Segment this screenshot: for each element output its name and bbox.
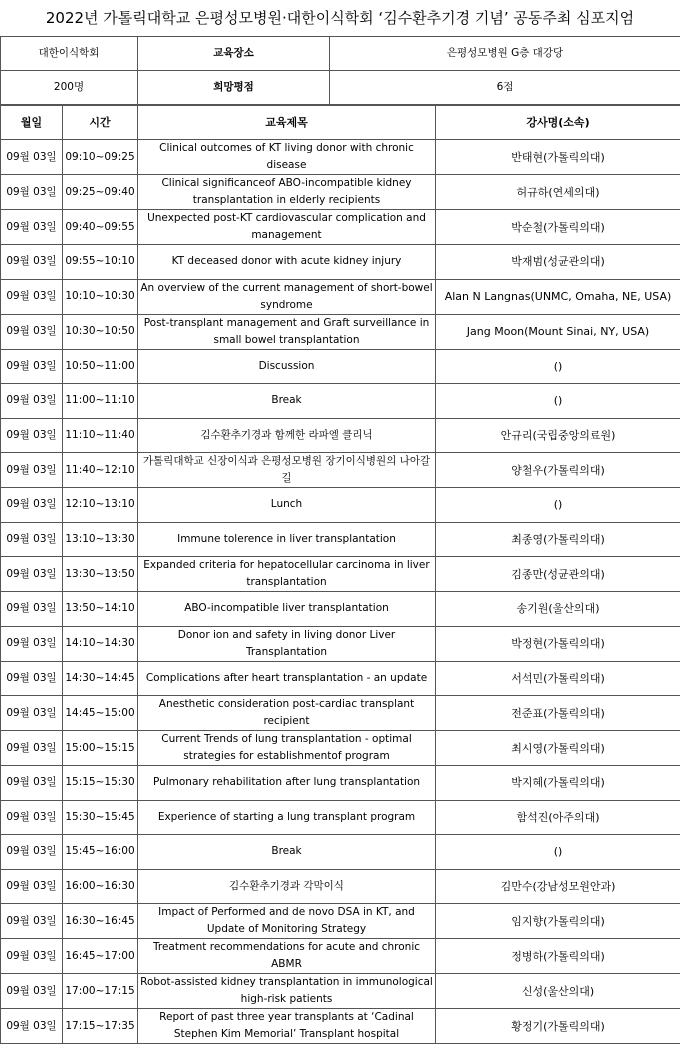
row-time: 09:40~09:55: [63, 210, 138, 245]
organizer-value: 대한이식학회: [1, 37, 138, 71]
row-time: 10:30~10:50: [63, 314, 138, 349]
row-date: 09월 03일: [1, 453, 63, 488]
row-time: 12:10~13:10: [63, 488, 138, 523]
row-date: 09월 03일: [1, 522, 63, 557]
row-date: 09월 03일: [1, 939, 63, 974]
header-speaker: 강사명(소속): [436, 106, 680, 140]
row-time: 17:00~17:15: [63, 974, 138, 1009]
table-row: [1, 349, 680, 384]
row-date: 09월 03일: [1, 279, 63, 314]
row-time: 11:00~11:10: [63, 384, 138, 419]
row-date: 09월 03일: [1, 869, 63, 904]
table-row: [1, 626, 680, 661]
table-row: [1, 1009, 680, 1044]
row-time: 14:45~15:00: [63, 696, 138, 731]
table-row: [1, 384, 680, 419]
row-date: 09월 03일: [1, 488, 63, 523]
table-row: [1, 904, 680, 939]
row-time: 13:10~13:30: [63, 522, 138, 557]
row-topic: An overview of the current management of short-bowel syndrome: [138, 279, 436, 314]
row-topic: Robot-assisted kidney transplantation in immunological high-risk patients: [138, 974, 436, 1009]
row-time: 15:45~16:00: [63, 835, 138, 870]
row-time: 15:30~15:45: [63, 800, 138, 835]
row-date: 09월 03일: [1, 661, 63, 696]
row-topic: ABO-incompatible liver transplantation: [138, 592, 436, 627]
row-speaker: 김종만(성균관의대): [436, 557, 680, 592]
row-date: 09월 03일: [1, 210, 63, 245]
row-topic: Lunch: [138, 488, 436, 523]
row-speaker: (): [436, 835, 680, 870]
row-topic: 김수환추기경과 함께한 라파엘 클리닉: [138, 418, 436, 453]
table-row: [1, 453, 680, 488]
row-topic: Discussion: [138, 349, 436, 384]
row-speaker: 김만수(강남성모원안과): [436, 869, 680, 904]
row-speaker: 양철우(가톨릭의대): [436, 453, 680, 488]
row-speaker: Jang Moon(Mount Sinai, NY, USA): [436, 314, 680, 349]
row-date: 09월 03일: [1, 140, 63, 175]
row-time: 11:10~11:40: [63, 418, 138, 453]
row-time: 14:10~14:30: [63, 626, 138, 661]
table-row: [1, 175, 680, 210]
attendee-count: 200명: [1, 71, 138, 105]
row-date: 09월 03일: [1, 800, 63, 835]
row-date: 09월 03일: [1, 904, 63, 939]
row-time: 16:30~16:45: [63, 904, 138, 939]
row-date: 09월 03일: [1, 835, 63, 870]
table-row: [1, 661, 680, 696]
row-topic: Current Trends of lung transplantation - optimal strategies for establishmentof program: [138, 731, 436, 766]
row-speaker: 전준표(가톨릭의대): [436, 696, 680, 731]
place-value: 은평성모병원 G층 대강당: [330, 37, 680, 71]
row-topic: Break: [138, 835, 436, 870]
table-row: [1, 522, 680, 557]
row-speaker: Alan N Langnas(UNMC, Omaha, NE, USA): [436, 279, 680, 314]
row-time: 15:00~15:15: [63, 731, 138, 766]
row-speaker: 박순철(가톨릭의대): [436, 210, 680, 245]
row-topic: Clinical outcomes of KT living donor with chronic disease: [138, 140, 436, 175]
table-row: [1, 835, 680, 870]
row-date: 09월 03일: [1, 314, 63, 349]
table-row: [1, 731, 680, 766]
table-row: [1, 245, 680, 280]
row-speaker: 박지혜(가톨릭의대): [436, 766, 680, 801]
row-speaker: 임지향(가톨릭의대): [436, 904, 680, 939]
header-date: 월일: [1, 106, 63, 140]
row-date: 09월 03일: [1, 766, 63, 801]
info-row-score: [1, 71, 680, 105]
row-time: 17:15~17:35: [63, 1009, 138, 1044]
schedule-header-row: [1, 106, 680, 140]
row-date: 09월 03일: [1, 384, 63, 419]
table-row: [1, 279, 680, 314]
info-row-place: [1, 37, 680, 71]
table-row: [1, 210, 680, 245]
row-time: 09:10~09:25: [63, 140, 138, 175]
row-speaker: 허규하(연세의대): [436, 175, 680, 210]
schedule-table: [0, 105, 680, 1044]
row-date: 09월 03일: [1, 557, 63, 592]
row-topic: Post-transplant management and Graft surveillance in small bowel transplantation: [138, 314, 436, 349]
row-time: 15:15~15:30: [63, 766, 138, 801]
row-topic: Unexpected post-KT cardiovascular complication and management: [138, 210, 436, 245]
row-time: 11:40~12:10: [63, 453, 138, 488]
row-time: 16:45~17:00: [63, 939, 138, 974]
row-time: 13:30~13:50: [63, 557, 138, 592]
row-date: 09월 03일: [1, 245, 63, 280]
table-row: [1, 557, 680, 592]
row-date: 09월 03일: [1, 696, 63, 731]
row-time: 13:50~14:10: [63, 592, 138, 627]
table-row: [1, 974, 680, 1009]
row-speaker: 송기원(울산의대): [436, 592, 680, 627]
row-topic: Pulmonary rehabilitation after lung transplantation: [138, 766, 436, 801]
row-date: 09월 03일: [1, 592, 63, 627]
table-row: [1, 800, 680, 835]
row-speaker: 신성(울산의대): [436, 974, 680, 1009]
row-topic: 김수환추기경과 각막이식: [138, 869, 436, 904]
row-date: 09월 03일: [1, 731, 63, 766]
row-speaker: 박정현(가톨릭의대): [436, 626, 680, 661]
table-row: [1, 592, 680, 627]
row-topic: 가톨릭대학교 신장이식과 은평성모병원 장기이식병원의 나아갈 길: [138, 453, 436, 488]
row-topic: Donor ion and safety in living donor Liver Transplantation: [138, 626, 436, 661]
row-speaker: 박재범(성균관의대): [436, 245, 680, 280]
table-row: [1, 766, 680, 801]
row-date: 09월 03일: [1, 349, 63, 384]
row-topic: Report of past three year transplants at ‘Cadinal Stephen Kim Memorial’ Transplant hospital: [138, 1009, 436, 1044]
row-speaker: (): [436, 349, 680, 384]
row-speaker: 최종영(가톨릭의대): [436, 522, 680, 557]
header-topic: 교육제목: [138, 106, 436, 140]
table-row: [1, 488, 680, 523]
row-speaker: (): [436, 384, 680, 419]
row-date: 09월 03일: [1, 974, 63, 1009]
row-time: 09:55~10:10: [63, 245, 138, 280]
row-time: 10:50~11:00: [63, 349, 138, 384]
table-row: [1, 939, 680, 974]
row-speaker: 최시영(가톨릭의대): [436, 731, 680, 766]
row-speaker: 함석진(아주의대): [436, 800, 680, 835]
row-time: 14:30~14:45: [63, 661, 138, 696]
table-row: [1, 314, 680, 349]
row-date: 09월 03일: [1, 418, 63, 453]
header-time: 시간: [63, 106, 138, 140]
row-topic: Complications after heart transplantation - an update: [138, 661, 436, 696]
row-speaker: 황정기(가톨릭의대): [436, 1009, 680, 1044]
table-row: [1, 418, 680, 453]
row-topic: Immune tolerence in liver transplantation: [138, 522, 436, 557]
row-topic: KT deceased donor with acute kidney injury: [138, 245, 436, 280]
row-topic: Treatment recommendations for acute and chronic ABMR: [138, 939, 436, 974]
row-topic: Expanded criteria for hepatocellular carcinoma in liver transplantation: [138, 557, 436, 592]
row-date: 09월 03일: [1, 1009, 63, 1044]
row-speaker: 반태현(가톨릭의대): [436, 140, 680, 175]
row-topic: Anesthetic consideration post-cardiac transplant recipient: [138, 696, 436, 731]
row-speaker: 안규리(국립중앙의료원): [436, 418, 680, 453]
row-speaker: 서석민(가톨릭의대): [436, 661, 680, 696]
score-value: 6점: [330, 71, 680, 105]
score-label: 희망평점: [138, 71, 330, 105]
row-topic: Experience of starting a lung transplant program: [138, 800, 436, 835]
row-speaker: 정병하(가톨릭의대): [436, 939, 680, 974]
row-time: 16:00~16:30: [63, 869, 138, 904]
row-date: 09월 03일: [1, 626, 63, 661]
info-table: [0, 36, 680, 105]
row-topic: Clinical significanceof ABO-incompatible kidney transplantation in elderly recipients: [138, 175, 436, 210]
row-time: 10:10~10:30: [63, 279, 138, 314]
row-date: 09월 03일: [1, 175, 63, 210]
row-speaker: (): [436, 488, 680, 523]
table-row: [1, 869, 680, 904]
row-topic: Break: [138, 384, 436, 419]
row-time: 09:25~09:40: [63, 175, 138, 210]
page-title: 2022년 가톨릭대학교 은평성모병원·대한이식학회 ‘김수환추기경 기념’ 공동주최 심포지엄: [0, 0, 680, 36]
place-label: 교육장소: [138, 37, 330, 71]
row-topic: Impact of Performed and de novo DSA in KT, and Update of Monitoring Strategy: [138, 904, 436, 939]
table-row: [1, 140, 680, 175]
table-row: [1, 696, 680, 731]
